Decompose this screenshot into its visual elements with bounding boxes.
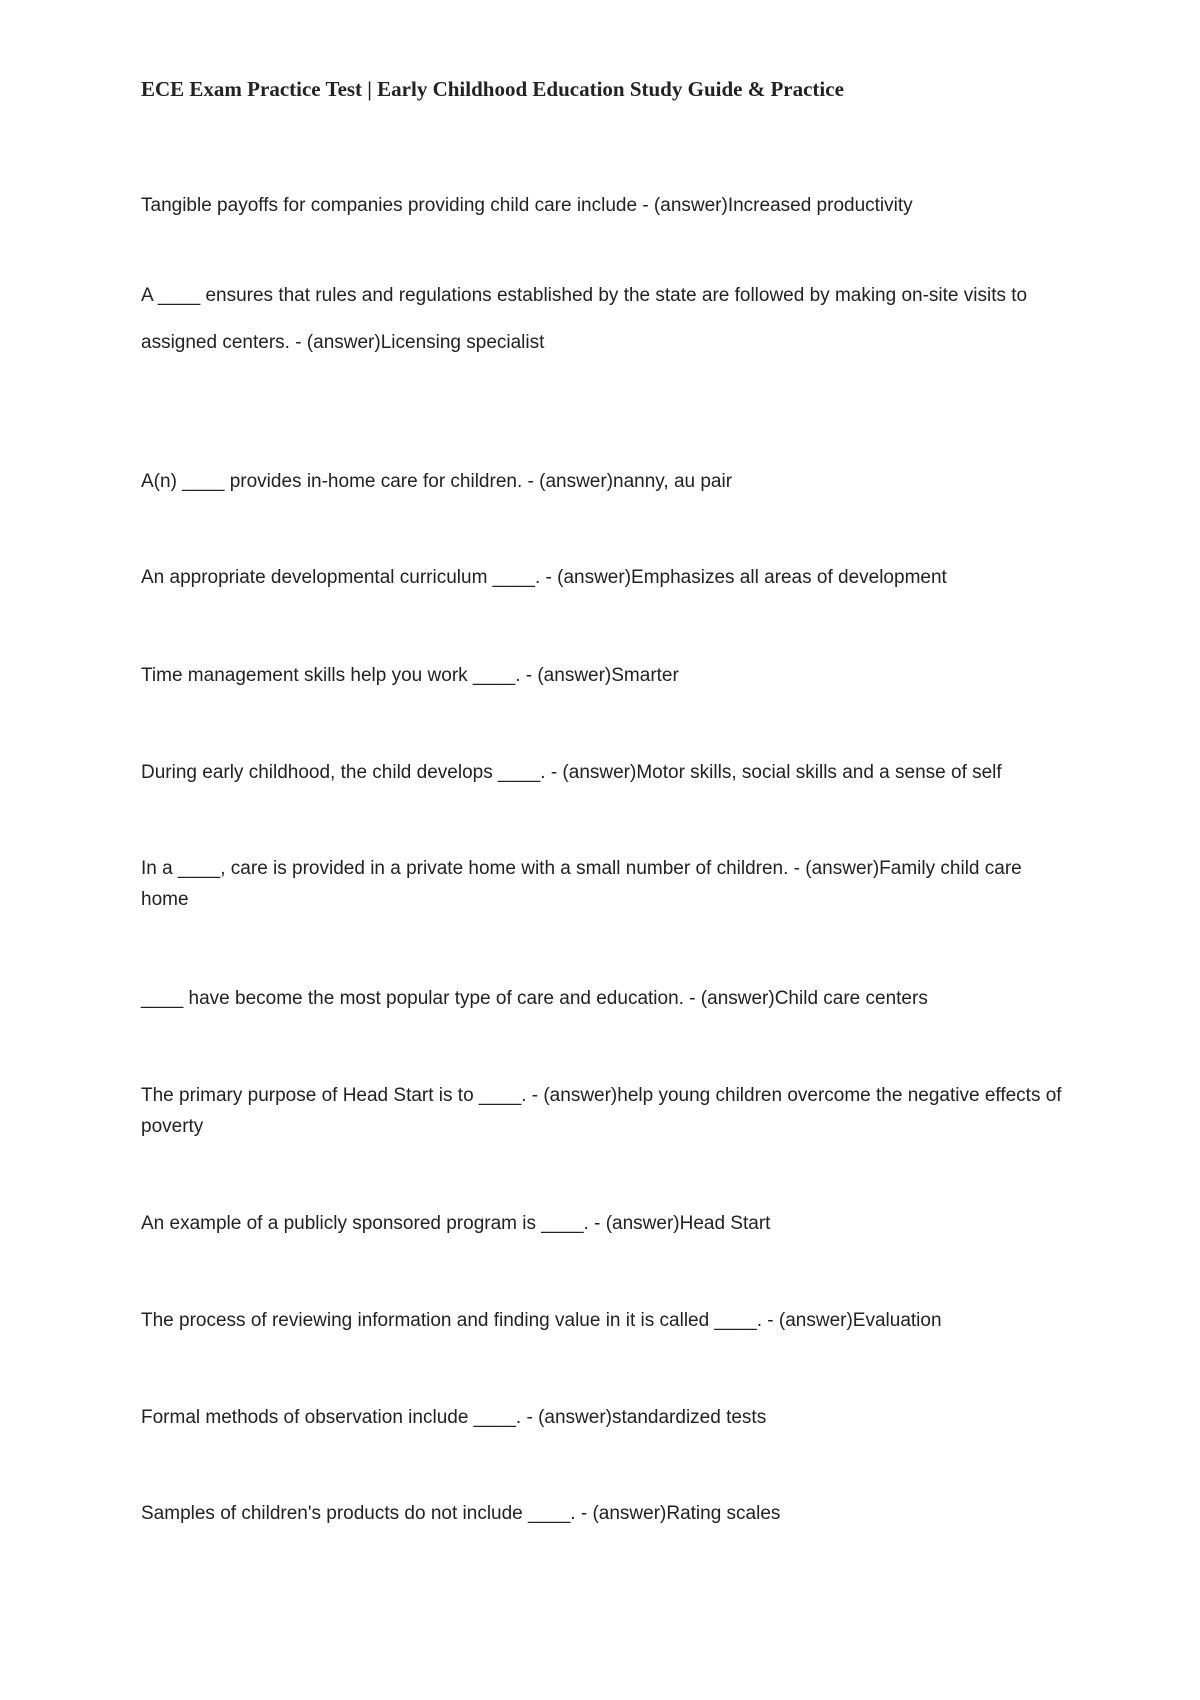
question-item <box>141 853 1071 915</box>
question-text: Time management skills help you work ____. - (answer)Smarter <box>141 665 679 686</box>
question-item <box>141 660 1071 691</box>
question-item <box>141 1498 1071 1529</box>
question-item <box>141 1208 1071 1239</box>
document-title: ECE Exam Practice Test | Early Childhood Education Study Guide & Practice <box>141 77 844 101</box>
question-item <box>141 280 1071 358</box>
question-text: In a ____, care is provided in a private home with a small number of children. - (answer)Family child care home <box>141 858 1022 910</box>
question-text: During early childhood, the child develops ____. - (answer)Motor skills, social skills and a sense of self <box>141 762 1002 783</box>
question-text: A(n) ____ provides in-home care for children. - (answer)nanny, au pair <box>141 471 733 492</box>
question-item <box>141 1305 1071 1336</box>
question-item <box>141 757 1071 788</box>
question-text: ____ have become the most popular type of care and education. - (answer)Child care centers <box>141 988 928 1009</box>
question-item <box>141 1402 1071 1433</box>
question-item <box>141 466 1071 497</box>
question-item <box>141 1080 1071 1142</box>
question-text: An example of a publicly sponsored program is ____. - (answer)Head Start <box>141 1213 771 1234</box>
question-item <box>141 190 1071 221</box>
question-text: An appropriate developmental curriculum ____. - (answer)Emphasizes all areas of development <box>141 567 947 588</box>
question-text: Formal methods of observation include ____. - (answer)standardized tests <box>141 1407 767 1428</box>
question-item <box>141 983 1071 1014</box>
question-text-continuation: assigned centers. - (answer)Licensing specialist <box>141 332 545 353</box>
question-text: The process of reviewing information and finding value in it is called ____. - (answer)Evaluation <box>141 1310 942 1331</box>
question-text: Tangible payoffs for companies providing child care include - (answer)Increased productivity <box>141 195 913 216</box>
question-text: Samples of children's products do not include ____. - (answer)Rating scales <box>141 1503 781 1524</box>
question-text: The primary purpose of Head Start is to ____. - (answer)help young children overcome the negative effects of poverty <box>141 1085 1062 1137</box>
question-item <box>141 562 1071 593</box>
question-text: A ____ ensures that rules and regulations established by the state are followed by making on-site visits to <box>141 285 1028 306</box>
